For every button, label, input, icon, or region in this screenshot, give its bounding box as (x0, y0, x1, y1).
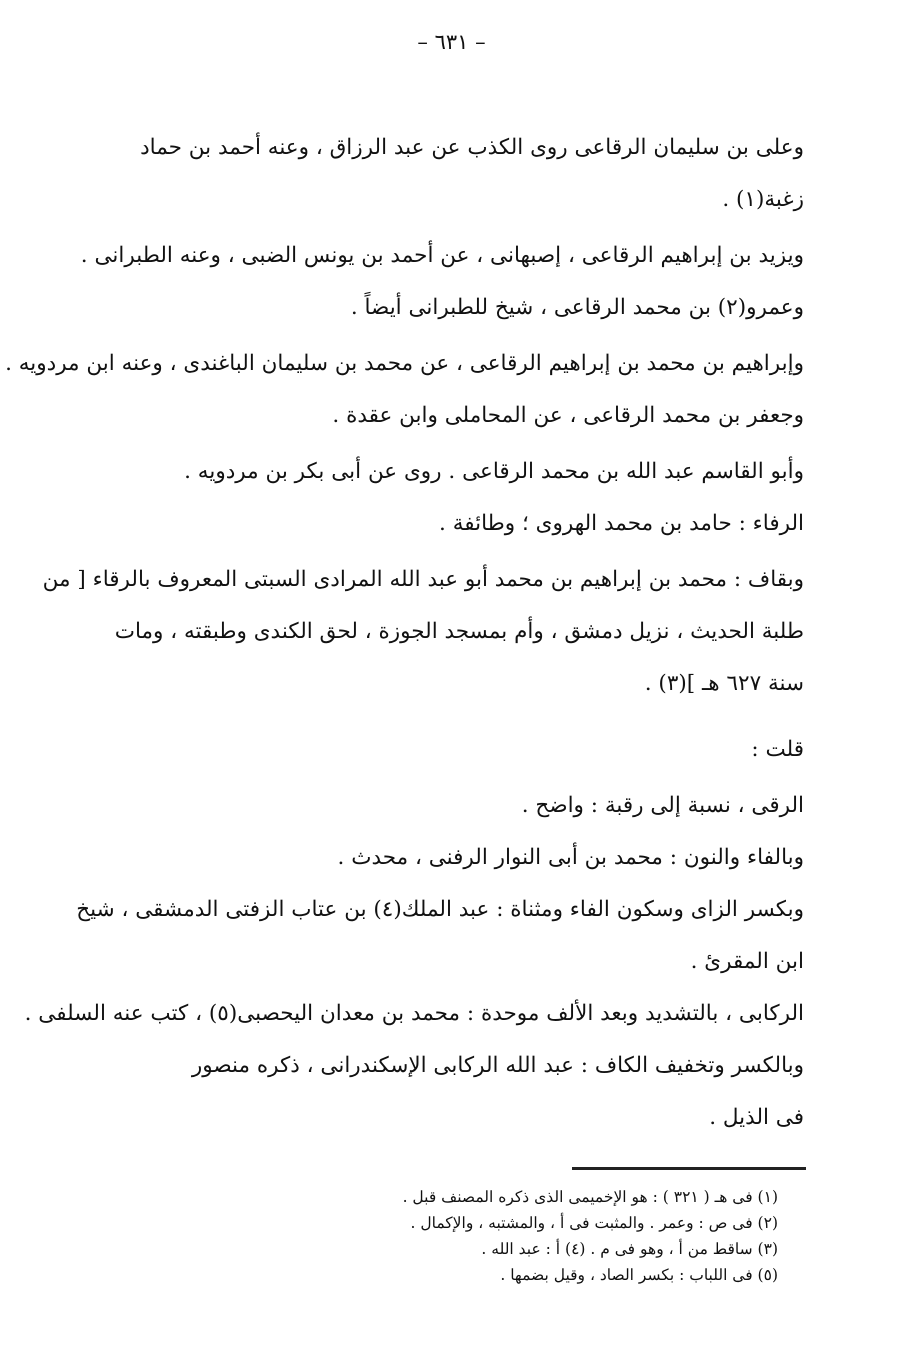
paragraph (80, 230, 804, 334)
footnote-separator (572, 1167, 806, 1170)
footnote: (٥) فى اللباب : بكسر الصاد ، وقيل بضمها . (500, 1266, 778, 1284)
text-line: وبالكسر وتخفيف الكاف : عبد الله الركابى الإسكندرانى ، ذكره منصور (191, 1053, 804, 1078)
text-line: زغبة(١) . (722, 187, 804, 212)
footnote: (٣) ساقط من أ ، وهو فى م . (٤) أ : عبد الله . (481, 1240, 778, 1258)
page-number: – ٦٣١ – (417, 30, 486, 54)
paragraph (80, 780, 804, 884)
text-line: سنة ٦٢٧ هـ ](٣) . (644, 671, 804, 696)
text-line: ويزيد بن إبراهيم الرقاعى ، إصبهانى ، عن أحمد بن يونس الضبى ، وعنه الطبرانى . (80, 243, 804, 268)
text-line: وإبراهيم بن محمد بن إبراهيم الرقاعى ، عن محمد بن سليمان الباغندى ، وعنه ابن مردويه . (5, 351, 804, 376)
text-line: وبالفاء والنون : محمد بن أبى النوار الرفنى ، محدث . (337, 845, 804, 870)
paragraph (24, 988, 804, 1144)
text-line: ابن المقرئ . (690, 949, 804, 974)
main-text (5, 122, 804, 1144)
footnotes (320, 1184, 778, 1288)
paragraph (80, 724, 804, 776)
paragraph (5, 338, 804, 442)
paragraph (80, 446, 804, 550)
text-line: فى الذيل . (709, 1105, 804, 1130)
text-line: وبكسر الزاى وسكون الفاء ومثناة : عبد الملك(٤) بن عتاب الزفتى الدمشقى ، شيخ (76, 897, 804, 922)
section-heading: قلت : (751, 737, 804, 762)
text-line: وأبو القاسم عبد الله بن محمد الرقاعى . روى عن أبى بكر بن مردويه . (184, 459, 804, 484)
text-line: الرقى ، نسبة إلى رقبة : واضح . (521, 793, 804, 818)
text-line: وجعفر بن محمد الرقاعى ، عن المحاملى وابن عقدة . (332, 403, 804, 428)
footnote: (١) فى هـ ( ٣٢١ ) : هو الإخميمى الذى ذكره المصنف قبل . (402, 1188, 778, 1206)
paragraph (76, 884, 804, 988)
paragraph (80, 122, 804, 226)
text-line: طلبة الحديث ، نزيل دمشق ، وأم بمسجد الجوزة ، لحق الكندى وطبقته ، ومات (114, 619, 804, 644)
text-line: وعلى بن سليمان الرقاعى روى الكذب عن عبد الرزاق ، وعنه أحمد بن حماد (140, 135, 804, 160)
paragraph (42, 554, 804, 710)
footnote: (٢) فى ص : وعمر . والمثبت فى أ ، والمشتبه ، والإكمال . (410, 1214, 778, 1232)
text-line: الرفاء : حامد بن محمد الهروى ؛ وطائفة . (439, 511, 804, 536)
text-line: وعمرو(٢) بن محمد الرقاعى ، شيخ للطبرانى أيضاً . (350, 295, 804, 320)
text-line: وبقاف : محمد بن إبراهيم بن محمد أبو عبد الله المرادى السبتى المعروف بالرقاء [ من (42, 567, 804, 592)
text-line: الركابى ، بالتشديد وبعد الألف موحدة : محمد بن معدان اليحصبى(٥) ، كتب عنه السلفى . (24, 1001, 804, 1026)
